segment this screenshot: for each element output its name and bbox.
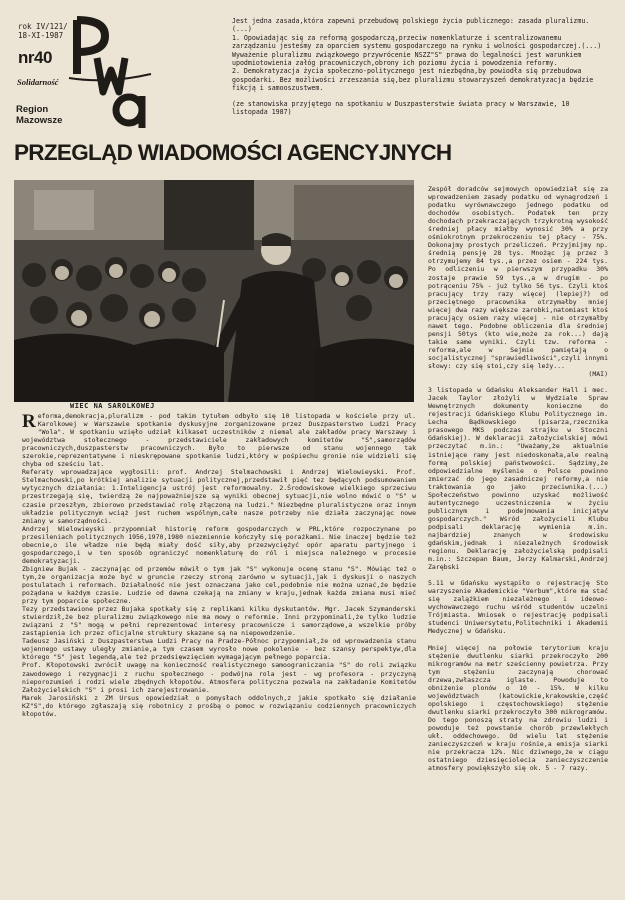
main-article [22,412,416,718]
article-paragraph: Andrzej Wielowieyski przypomniał historię reform gospodarczych w PRL,które rozpoczynane po przesileniach politycznych 1956,1970,1980 niezmiennie kończyły się porażkami. Nie inaczej będzie też obecnie,o ile władze nie będą miały dość siły,aby przezwyciężyć opór aparatu partyjnego i gospodarczego,i w ten sposób ograniczyć nomenklaturę do ról i miejsca należnego w procesie demokratyzacji. [22,524,416,565]
article-paragraph [22,412,416,468]
drop-cap: R [22,411,36,432]
issue-date: 18-XI-1987 [18,31,64,40]
statement-point-1: 1. Opowiadając się za reformą gospodarczą,przeciw nomenklaturze i scentralizowanemu zarządzaniu jesteśmy za oparciem systemu gospodarczego na rynku i wolności gospodarczej.(...) Wyważenie pluralizmu związkowego przywrócenie NSZZ"S" prawa do legalności jest warunkiem upodmiotowienia załóg pracowniczych,obrony ich poziomu życia i powodzenia reformy. [232,33,602,68]
news-item-gdansk-club: 3 listopada w Gdańsku Aleksander Hall i mec. Jacek Taylor złożyli w Wydziale Spraw Wewnętrznych dokumenty konieczne do rejestracji Gdańskiego Klubu Politycznego im. Lecha Bądkowskiego (pisarza,rzecznika prasowego MKS podczas strajku w Stoczni Gdańskiej). W deklaracji założycielskiej mówi przeczytać m.in.: "Uważamy,że aktualnie istniejące ramy jest niedoskonała,ale realną formą polskiej państwowości. Sądzimy,że odpowiedzialne myślenie o Polsce powinno zmierzać do jego zasadniczej reformy,a nie traktowania go jako przeciwnika.(...) Społeczeństwo powinno uzyskać możliwość autentycznego uczestniczenia w życiu publicznym i podejmowania inicjatyw gospodarczych." Wśród założycieli Klubu podpisali deklarację wymienia m.in. najbardziej znanych w środowisku gdańskim,jednak i niezależnych środowisk regionu. Deklarację założycielską podpisali m.in.: Szczepan Baum, Jerzy Kalmarski,Andrzej Zarębski [428,386,608,572]
issue-info [18,22,68,40]
volume-label: rok IV/121/ [18,22,68,31]
region-name: Mazowsze [16,115,63,126]
news-source: (MAI) [588,370,608,379]
article-paragraph: Marek Jarosiński z ZM Ursus opowiedział o pomysłach oddolnych,z jakie spotkało się działanie KZ"S",do którego zgłaszają się robotnicy z prośbą o pomoc w rozwiązaniu codziennych pracowniczych kłopotów. [22,693,416,718]
news-item-verbum: 5.11 w Gdańsku wystąpiło o rejestrację Sto warzyszenie Akademickie "Verbum",które ma stać się zalążkiem niezależnego i ideowo-wychowawczego ruchu wśród studentów uczelni Trójmiasta. Wniosek o rejestrację podpisali studenci Uniwersytetu,Politechniki i Akademii Medycznej w Gdańsku. [428,579,609,636]
rally-photo [14,180,414,402]
news-column [428,185,608,772]
news-item-tax: Zespół doradców sejmowych opowiedział się za wprowadzeniem zasady podatku od wynagrodzeń i podatku wyrównawczego jednego podatku od dochodów osobistych. Podatek ten przy dochodach przekraczających trzykrotną wysokość średniej płacy miałby wynosić 30% a przy ośmiokrotnym przekroczeniu tej płacy - 75%. Dokonajmy prostych przeliczeń. Przyjmijmy np. średnią pensję 28 tys. Mnożąc ją przez 3 otrzymujemy 84 tys.,a przez osiem - 224 tys. Po odliczeniu w pierwszym przypadku 30% zostaje prawie 59 tys.,a w drugim - po potrąceniu 75% - już tylko 56 tys. Czyli ktoś pracujący trzy razy więcej (lepiej?) od przeciętnego pracownika otrzymałby mniej więcej dwa razy większe zarobki,natomiast ktoś pracujący osiem razy więcej - nie otrzymałby nawet tego. Podobne obliczenia dla średniej pensji 50tys (kto wie,może za rok...) dają takie same wyniki. Czyli tzw. reforma - reforma,ale w Sejmie pamiętają o socjalistycznej "sprawiedliwości",czyli innymi słowy: czy się stoi,czy się leży... [428,185,609,371]
issue-number: nr40 [18,48,52,67]
solidarnosc-logo: Solidarność [17,77,59,87]
article-paragraph: Prof. Kłopotowski zwrócił uwagę na konieczność realistycznego samoograniczania "S" do roli związku zawodowego i rezygnacji z ruchu społecznego - podwójna rola jest - wg profesora - przyczyną nieporozumień i rodzi wiele zbędnych kłopotów. Atmosfera polityczna pozwala na zakładanie Komitetów Założycielskich "S" i prosi ich zarejestrowanie. [22,661,416,694]
region-label [16,104,62,126]
article-paragraph: Tezy przedstawione przez Bujaka spotkały się z replikami kilku dyskutantów. Mgr. Jacek Szymanderski stwierdził,że bez pluralizmu związkowego nie ma mowy o reformie. Inni przypominali,że tylko ludzie związani z "S" mogą w pełni reprezentować interesy pracownicze i samorządowe,a wszelkie próby zastąpienia ich przez oficjalne struktury skazane są na niepowodzenie. [22,605,416,638]
page-title: PRZEGLĄD WIADOMOŚCI AGENCYJNYCH [14,140,452,165]
pwa-logo [67,14,155,132]
statement-intro: Jest jedna zasada,która zapewni przebudowę polskiego życia publicznego: zasada pluralizmu.(...) [232,17,590,34]
header-statement [232,17,608,116]
article-paragraph: Referaty wprowadzające wygłosili: prof. Andrzej Stelmachowski i Andrzej Wielowieyski. Prof. Stelmachowski,po krótkiej analizie sytuacji politycznej,przedstawił pięć tez będących podsumowaniem wytycznych działania: 1.Inteligencja ustrój jest reformowalny. 2.Środowiskowe wielkiego sprzeciwu przestrzegają się, twierdzą że najpoważniejsze są wyniki obecnej sytuacji,nie wolno mówić o "S" w czasie przeszłym, zbiorowo przedstawiać rolę złączoną na ludzi." Niezbędne pluralistyczne oraz innym układzie politycznym wciąż jest ruchem wspólnym,całe nasze potrzeby nie działa zaczynając nowe zmiany w samorządności. [22,468,416,525]
statement-point-2: 2. Demokratyzacja życia społeczno-politycznego jest niezbędna,by powiodła się przebudowa gospodarki. Bez możliwości zrzeszania się,bez pluralizmu stowarzyszeń demokratyzacja będzie fikcją i samooszustwem. [232,67,594,93]
statement-source: (ze stanowiska przyjętego na spotkaniu w Duszpasterstwie świata pracy w Warszawie, 10 listopada 1987) [232,99,570,117]
photo-caption: WIEC NA SAROLKOWEJ [70,402,155,410]
article-paragraph: Zbigniew Bujak - zaczynając od przemów mówił o tym jak "S" wykonuje ocenę stanu "S". Mówiąc też o tym,że organizacja może być w gruncie rzeczy stroną zarówno w sytuacji,jak i dyskusji o naszych postulatach i reformach. Działalność nie jest oznaczana jako cel,podobnie nie można uznać,że będzie pożądana w każdym czasie. Ludzie od dawna czekają na zmiany w kraju,jednak każda zmiana musi mieć przy tym poparcie społeczne. [22,564,416,606]
paragraph-text: eforma,demokracja,pluralizm - pod takim tytułem odbyło się 10 listopada w kościele przy ul. Karolkowej w Warszawie spotkanie dyskusyjne zorganizowane przez Duszpasterstwo Ludzi Pracy "Wola". W spotkaniu wzięło udział kilkaset uczestników z niemal ale zakładów pracy Warszawy i województwa stołecznego - przedstawiciele zakładowych komitetów "S",samorządów pracowniczych,duszpasterstw pracowniczych. Było to pierwsze od stanu wojennego tak szerokie,reprezentatywne i nieskrępowane spotkanie ludzi,który w pośpiechu gronie nie widzieli się chyba od sześciu lat. [22,412,416,469]
region-word: Region [16,104,49,115]
news-item-pollution: Mniej więcej na połowie terytorium kraju stężenie dwutlenku siarki przekroczyło 200 mikrogramów na metr sześcienny powietrza. Przy tym stężeniu zaczynają chorować drzewa,zwłaszcza iglaste. Powoduje to obniżenie plonów o 10 - 15%. W kilku województwach (katowickie,krakowskie,część opolskiego i częstochowskiego) stężenie dwutlenku siarki przekroczyło 300 mikrogramów. Do tego ponoszą straty na zdrowiu ludzi i powoduje też powstanie chorób przewlekłych ukł. oddechowego. Od wielu lat stężenie zanieczyszczeń w kraju rośnie,a emisja siarki nie przekracza 12%. Nic dziwnego,że w ciągu ostatniego dziesięciolecia zanieczyszczenie atmosfery powiększyło się ok. 5 - 7 razy. [428,643,609,773]
article-paragraph: Tadeusz Jasiński z Duszpasterstwa Ludzi Pracy na Pradze-Północ przypomniał,że od wprowadzenia stanu wojennego ustawy uległy zmianie,a tym czasem wyrosło nowe pokolenie - bez szansy perspektyw,dla którego "S" jest legendą,ale też przedsięwzięciem wymagającym pełnego poparcia. [22,637,416,662]
